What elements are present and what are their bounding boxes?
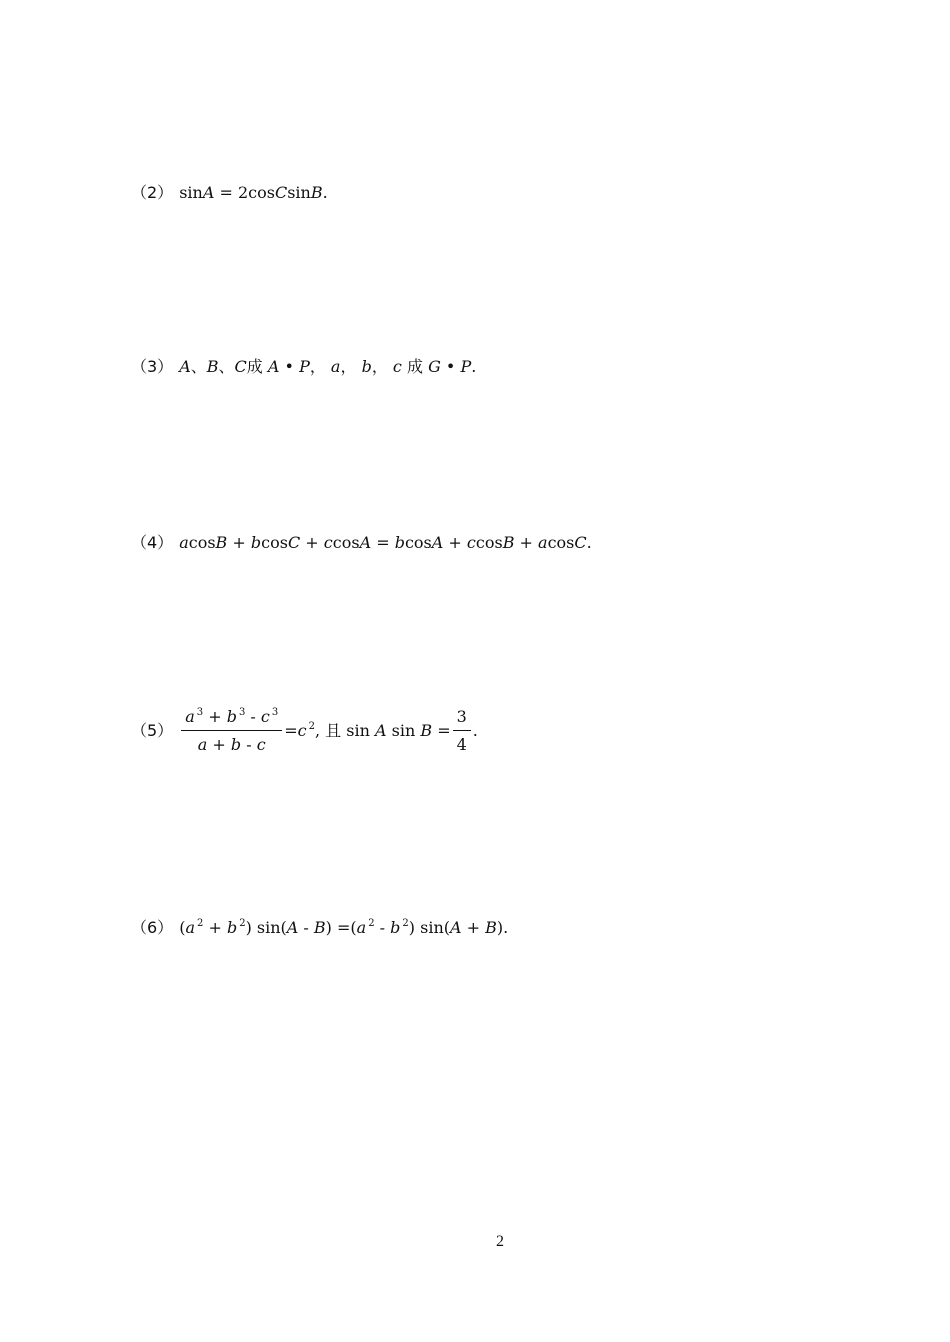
- problem-4: [131, 532, 592, 554]
- problem-label: （4）: [131, 533, 174, 552]
- problem-2: [131, 182, 328, 204]
- problem-4-math: acosB + bcosC + ccosA = bcosA + ccosB + acosC.: [179, 533, 592, 552]
- problem-label: （3）: [131, 357, 174, 376]
- page-number: 2: [496, 1233, 504, 1250]
- problem-3: [131, 356, 476, 378]
- fraction: $\frac{a ^3 + b ^3 - c ^3}{a + b - c}$: [181, 706, 282, 756]
- problem-6: [131, 917, 508, 939]
- problem-5: [131, 706, 478, 756]
- problem-label: （2）: [131, 183, 174, 202]
- problem-3-math: A、B、C成 A • P， a， b， c 成 G • P.: [179, 357, 477, 376]
- fraction: $\frac{3}{4}$: [453, 706, 471, 756]
- problem-label: （6）: [131, 918, 174, 937]
- problem-6-math: (a $^2$ + b $^2$) sin(A - B) =(a $^2$ - b $^2$) sin(A + B).: [179, 918, 509, 937]
- problem-2-math: sinA = 2cosCsinB.: [179, 183, 328, 202]
- problem-5-math: $\frac{a ^3 + b ^3 - c ^3}{a + b - c}$ =c $^2$, 且 sin A sin B = $\frac{3}{4}$ .: [179, 721, 478, 740]
- problem-label: （5）: [131, 720, 174, 740]
